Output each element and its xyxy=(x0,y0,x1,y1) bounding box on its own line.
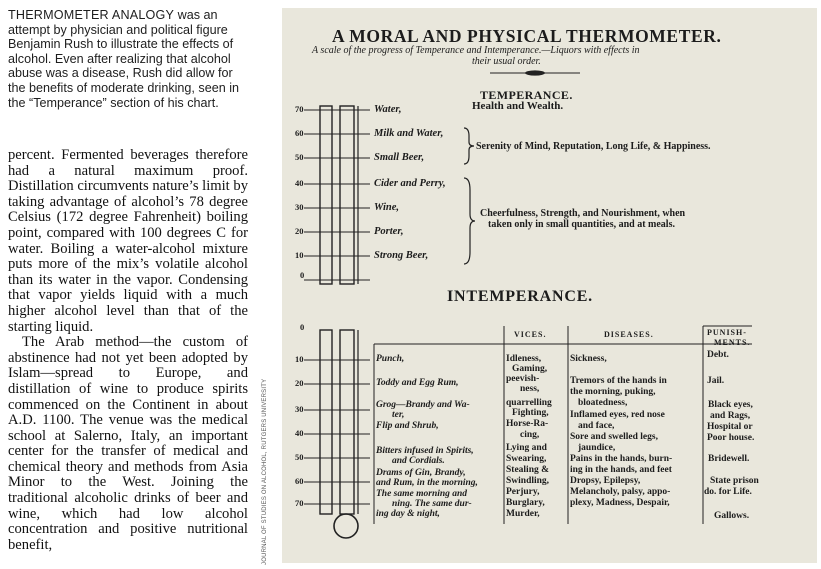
punish-state-prison: State prison xyxy=(710,476,759,486)
disease-bloatedness: bloatedness, xyxy=(578,398,628,408)
disease-tremors-2: the morning, puking, xyxy=(570,387,656,397)
temp-scale-60: 60 xyxy=(295,128,304,138)
effect-cheerfulness-1: Cheerfulness, Strength, and Nourishment, when xyxy=(480,208,686,219)
liquor-drams: Drams of Gin, Brandy, xyxy=(376,468,466,478)
liquor-drams-2: and Rum, in the morning, xyxy=(376,478,478,488)
vice-peevish: peevish- xyxy=(506,374,540,384)
liquor-same-morning: The same morning and xyxy=(376,489,468,499)
disease-melancholy: Melancholy, palsy, appo- xyxy=(570,487,671,497)
int-scale-10: 10 xyxy=(295,354,304,364)
liquor-bitters: Bitters infused in Spirits, xyxy=(376,446,474,456)
liquor-flip: Flip and Shrub, xyxy=(376,421,439,431)
disease-inflamed-eyes: Inflamed eyes, red nose xyxy=(570,410,665,420)
temperance-heading: TEMPERANCE. xyxy=(480,88,573,102)
temp-scale-20: 20 xyxy=(295,226,304,236)
punish-black-eyes: Black eyes, xyxy=(708,400,753,410)
vice-swindling: Swindling, xyxy=(506,476,550,486)
disease-jaundice: jaundice, xyxy=(578,443,616,453)
vice-burglary: Burglary, xyxy=(506,498,545,508)
int-scale-50: 50 xyxy=(295,452,304,462)
vice-murder: Murder, xyxy=(506,509,540,519)
int-scale-40: 40 xyxy=(295,428,304,438)
vice-quarrelling: quarrelling xyxy=(506,398,552,408)
disease-pains: Pains in the hands, burn- xyxy=(570,454,673,464)
vice-horse-racing: Horse-Ra- xyxy=(506,419,549,429)
punish-debt: Debt. xyxy=(707,350,729,360)
temp-scale-40: 40 xyxy=(295,178,304,188)
effect-cheerfulness-2: taken only in small quantities, and at meals. xyxy=(488,219,675,230)
disease-inflamed-eyes-2: and face, xyxy=(578,421,615,431)
int-scale-20: 20 xyxy=(295,378,304,388)
effect-serenity: Serenity of Mind, Reputation, Long Life, & Happiness. xyxy=(476,141,711,152)
punish-rags: and Rags, xyxy=(710,411,751,421)
vice-swearing: Swearing, xyxy=(506,454,547,464)
punish-for-life: do. for Life. xyxy=(704,487,752,497)
caption-text: was an attempt by physician and political figure Benjamin Rush to illustrate the effects of alcohol. Even after realizing that alcohol abuse was a disease, Rush did allow for the benefits of moderate drinking, seen in the “Temperance” section of his chart. xyxy=(8,8,240,110)
vice-peevish-2: ness, xyxy=(520,384,540,394)
vice-gaming: Gaming, xyxy=(512,364,548,374)
vice-idleness: Idleness, xyxy=(506,354,542,364)
disease-sore-legs: Sore and swelled legs, xyxy=(570,432,658,442)
vice-stealing: Stealing & xyxy=(506,465,550,475)
drink-milk-and-water: Milk and Water, xyxy=(374,128,444,139)
intemperance-thermometer xyxy=(300,326,372,544)
temperance-top-effect: Health and Wealth. xyxy=(472,100,564,112)
punish-hospital: Hospital or xyxy=(707,422,753,432)
vice-perjury: Perjury, xyxy=(506,487,540,497)
disease-tremors: Tremors of the hands in xyxy=(570,376,667,386)
vice-lying: Lying and xyxy=(506,443,547,453)
liquor-same-morning-2: ning. The same dur- xyxy=(392,499,472,509)
int-scale-70: 70 xyxy=(295,498,304,508)
drink-small-beer: Small Beer, xyxy=(374,152,425,163)
temp-scale-70: 70 xyxy=(295,104,304,114)
disease-pains-2: ing in the hands, and feet xyxy=(570,465,672,475)
liquor-grog: Grog—Brandy and Wa- xyxy=(376,400,470,410)
caption-lead: THERMOMETER ANALOGY xyxy=(8,8,175,22)
disease-apoplexy: plexy, Madness, Despair, xyxy=(570,498,670,508)
temp-scale-50: 50 xyxy=(295,152,304,162)
chart-subtitle-2: their usual order. xyxy=(472,56,541,67)
liquor-same-morning-3: ing day & night, xyxy=(376,509,440,519)
vice-fighting: Fighting, xyxy=(512,408,549,418)
liquor-grog-2: ter, xyxy=(392,410,405,420)
col-vices: VICES. xyxy=(514,330,547,339)
intemperance-heading: INTEMPERANCE. xyxy=(447,288,593,305)
image-credit: JOURNAL OF STUDIES ON ALCOHOL, RUTGERS UNIVERSITY xyxy=(262,378,268,565)
int-scale-30: 30 xyxy=(295,404,304,414)
col-diseases: DISEASES. xyxy=(604,330,654,339)
liquor-bitters-2: and Cordials. xyxy=(392,456,445,466)
drink-water: Water, xyxy=(374,104,402,115)
punish-jail: Jail. xyxy=(707,376,725,386)
figure-caption xyxy=(8,8,252,110)
drink-porter: Porter, xyxy=(374,226,404,237)
drink-cider-perry: Cider and Perry, xyxy=(374,178,446,189)
temp-scale-10: 10 xyxy=(295,250,304,260)
chart-subtitle-1: A scale of the progress of Temperance and Intemperance.—Liquors with effects in xyxy=(312,45,640,56)
col-punishments-2: MENTS. xyxy=(714,338,751,347)
punish-poor-house: Poor house. xyxy=(707,433,755,443)
body-paragraph-2: The Arab method—the custom of abstinence had not yet been adopted by Islam—spread to Europe, and distillation of wine to produce spirits commenced on the Continent in about A.D. 1100. The venue was the medical school at Salerno, Italy, an important center for the transfer of medical and chemical theory and methods from Asia Minor to the West. Joining the traditional alcoholic drinks of beer and wine, which had low alcohol concentration and positive nutritional benefit, xyxy=(8,334,248,553)
temp-scale-30: 30 xyxy=(295,202,304,212)
drink-wine: Wine, xyxy=(374,202,399,213)
liquor-toddy: Toddy and Egg Rum, xyxy=(376,378,459,388)
temp-scale-0: 0 xyxy=(300,270,305,280)
liquor-punch: Punch, xyxy=(376,354,405,364)
body-paragraph-1: percent. Fermented beverages therefore had a natural maximum proof. Distillation circumvents nature’s limit by taking advantage of alcohol’s 78 degree Celsius (172 degree Fahrenheit) boiling point, compared with 100 degrees C for water. Boiling a water-alcohol mixture puts more of the mix’s volatile alcohol than its water in the vapor. Condensing that vapor yields liquid with a much higher alcohol level than that of the starting liquid. xyxy=(8,147,248,335)
disease-dropsy: Dropsy, Epilepsy, xyxy=(570,476,641,486)
thermometer-chart xyxy=(282,8,817,563)
vice-horse-racing-2: cing, xyxy=(520,430,540,440)
disease-sickness: Sickness, xyxy=(570,354,607,364)
col-punishments: PUNISH- xyxy=(707,328,747,337)
punish-bridewell: Bridewell. xyxy=(708,454,750,464)
chart-title: A MORAL AND PHYSICAL THERMOMETER. xyxy=(332,26,722,46)
drink-strong-beer: Strong Beer, xyxy=(374,250,429,261)
int-scale-60: 60 xyxy=(295,476,304,486)
int-scale-0: 0 xyxy=(300,322,305,332)
punish-gallows: Gallows. xyxy=(714,511,750,521)
article-body xyxy=(8,148,248,553)
